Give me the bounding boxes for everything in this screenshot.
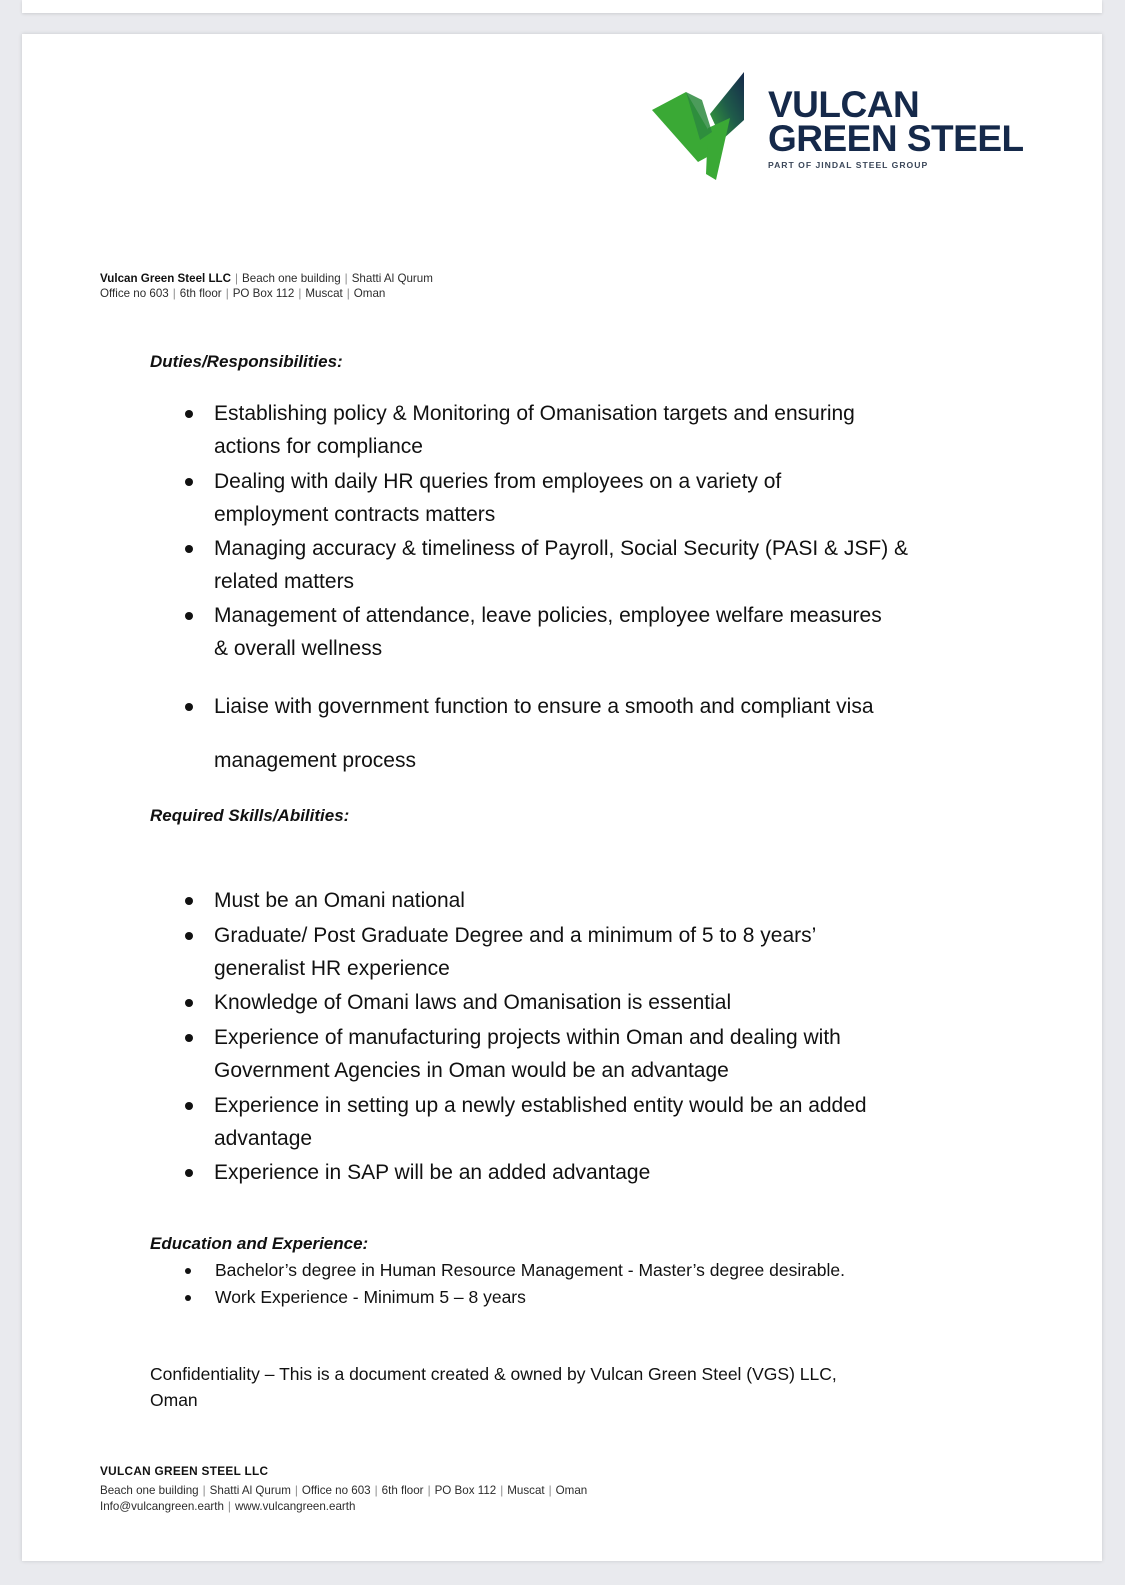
logo-line-2: GREEN STEEL (768, 118, 1024, 159)
bullet-icon (185, 897, 193, 905)
item-line: Bachelor’s degree in Human Resource Management - Master’s degree desirable. (215, 1260, 846, 1280)
item-line: Managing accuracy & timeliness of Payroll, Social Security (PASI & JSF) & (214, 537, 909, 560)
confidentiality-note (150, 1361, 950, 1413)
address-floor: 6th floor (179, 287, 222, 300)
item-line: Knowledge of Omani laws and Omanisation is essential (214, 991, 732, 1014)
logo-line-1: VULCAN (768, 84, 920, 125)
address-country: Oman (353, 287, 386, 300)
footer-part: Oman (555, 1484, 588, 1497)
item-line: Work Experience - Minimum 5 – 8 years (215, 1287, 526, 1307)
education-heading: Education and Experience: (150, 1234, 369, 1253)
address-pobox: PO Box 112 (232, 287, 295, 300)
item-line: Liaise with government function to ensure a smooth and compliant visa (214, 695, 874, 718)
footer-part: Muscat (507, 1484, 545, 1497)
item-line: advantage (214, 1127, 313, 1150)
item-line: Management of attendance, leave policies, employee welfare measures (214, 604, 882, 627)
address-company: Vulcan Green Steel LLC (100, 272, 232, 285)
item-line: Establishing policy & Monitoring of Omanisation targets and ensuring (214, 402, 855, 425)
item-line: Dealing with daily HR queries from employees on a variety of (214, 470, 782, 493)
address-office: Office no 603 (100, 287, 169, 300)
bullet-icon (185, 999, 193, 1007)
footer-part: 6th floor (381, 1484, 424, 1497)
bullet-icon (185, 932, 193, 940)
footer-part: Office no 603 (301, 1484, 371, 1497)
item-line: Experience in SAP will be an added advantage (214, 1161, 651, 1184)
vgs-logo-mark-icon (650, 70, 762, 182)
item-line: generalist HR experience (214, 957, 450, 980)
address-area: Shatti Al Qurum (351, 272, 433, 285)
bullet-icon (185, 478, 193, 486)
footer-contact: Info@vulcangreen.earth | www.vulcangreen.earth (100, 1500, 356, 1513)
bullet-icon (185, 1102, 193, 1110)
item-line: Government Agencies in Oman would be an advantage (214, 1059, 729, 1082)
address-city: Muscat (305, 287, 343, 300)
bullet-icon (185, 545, 193, 553)
company-logo (650, 70, 1050, 182)
bullet-icon (185, 1034, 193, 1042)
footer-address: Beach one building | Shatti Al Qurum | Office no 603 | 6th floor | PO Box 112 | Muscat | Oman (100, 1484, 588, 1497)
logo-wordmark (768, 84, 1024, 170)
item-line: employment contracts matters (214, 503, 496, 526)
footer-company: VULCAN GREEN STEEL LLC (100, 1464, 269, 1478)
confidentiality-line: Confidentiality – This is a document created & owned by Vulcan Green Steel (VGS) LLC, (150, 1364, 837, 1384)
bullet-icon (185, 1169, 193, 1177)
bullet-icon (185, 612, 193, 620)
footer-part: Shatti Al Qurum (209, 1484, 291, 1497)
item-line: actions for compliance (214, 435, 423, 458)
item-line: & overall wellness (214, 637, 383, 660)
address-building: Beach one building (242, 272, 341, 285)
item-line: Must be an Omani national (214, 889, 465, 912)
item-line: Graduate/ Post Graduate Degree and a minimum of 5 to 8 years’ (214, 924, 817, 947)
item-line: management process (214, 749, 416, 772)
footer-part: Beach one building (100, 1484, 199, 1497)
item-line: Experience in setting up a newly established entity would be an added (214, 1094, 867, 1117)
footer-website: www.vulcangreen.earth (234, 1500, 356, 1513)
footer-part: PO Box 112 (434, 1484, 497, 1497)
logo-tagline: PART OF JINDAL STEEL GROUP (768, 160, 929, 170)
document-page (22, 34, 1102, 1561)
letterhead-footer (100, 1464, 587, 1515)
confidentiality-line: Oman (150, 1390, 198, 1410)
footer-email: Info@vulcangreen.earth (100, 1500, 224, 1513)
previous-page-edge (22, 0, 1102, 13)
duties-heading: Duties/Responsibilities: (150, 352, 343, 371)
letterhead-address: Vulcan Green Steel LLC | Beach one building | Shatti Al Qurum Office no 603 | 6th floor | PO Box 112 | Muscat | Oman (100, 272, 433, 300)
skills-heading: Required Skills/Abilities: (150, 806, 350, 825)
bullet-icon (185, 1268, 191, 1274)
item-line: Experience of manufacturing projects within Oman and dealing with (214, 1026, 841, 1049)
bullet-icon (185, 703, 193, 711)
item-line: related matters (214, 570, 355, 593)
bullet-icon (185, 1295, 191, 1301)
bullet-icon (185, 410, 193, 418)
